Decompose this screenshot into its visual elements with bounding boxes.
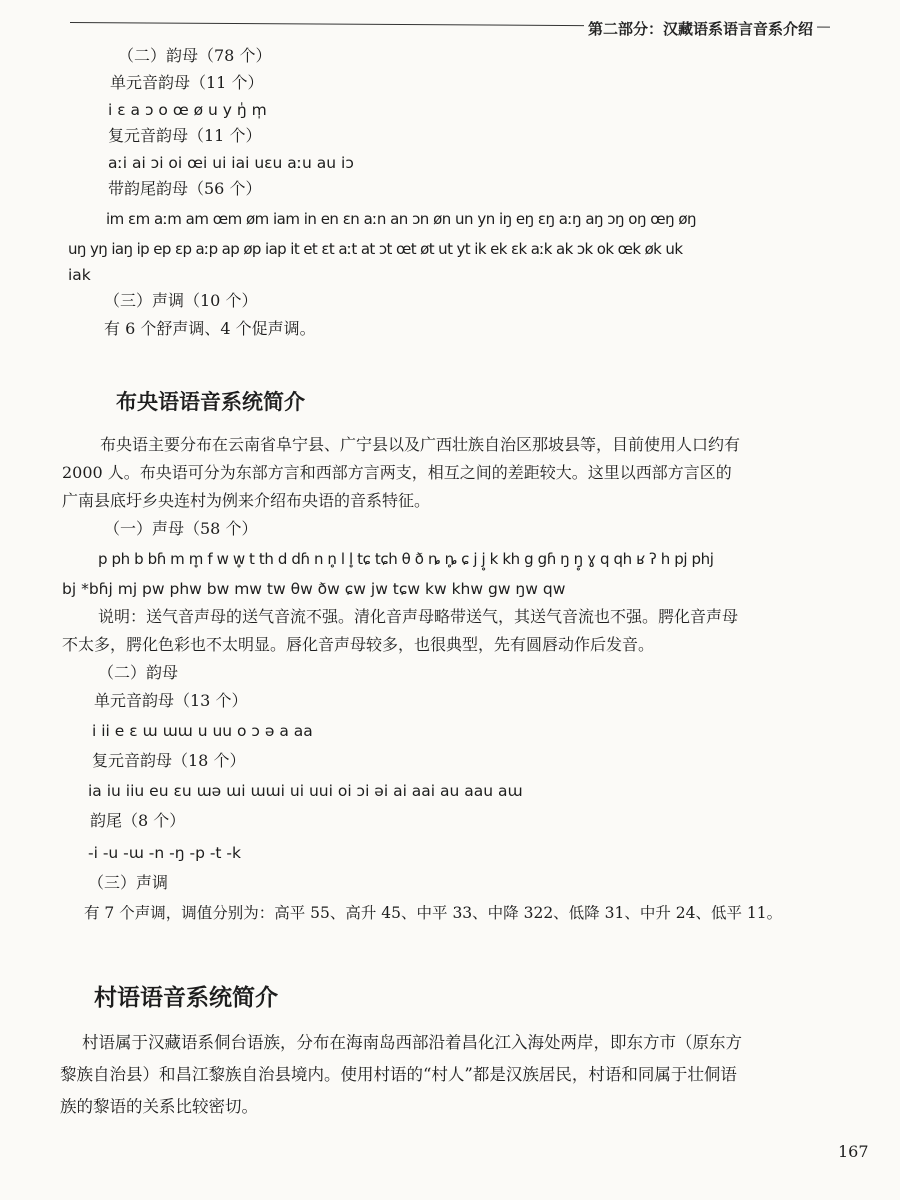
coda-finals-heading: 带韵尾韵母（56 个） — [108, 179, 262, 198]
finals-heading: （二）韵母（78 个） — [118, 46, 272, 65]
buyang-diphthong-list: ia iu iiu eu ɛu ɯə ɯi ɯɯi ui uui oi ɔi əi ai aai au aau aɯ — [88, 782, 523, 800]
monophthong-list: i ɛ a ɔ o œ ø u y ŋ̍ m̩ — [108, 101, 267, 119]
cun-section-title: 村语语音系统简介 — [94, 985, 278, 1011]
buyang-initials-heading: （一）声母（58 个） — [104, 519, 258, 538]
coda-finals-line-1: im ɛm aːm am œm øm iam in en ɛn aːn an ɔn øn un yn iŋ eŋ ɛŋ aːŋ aŋ ɔŋ oŋ œŋ øŋ — [106, 210, 697, 228]
tone-description: 有 6 个舒声调、4 个促声调。 — [104, 319, 316, 338]
buyang-initials-line-1: p ph b bɦ m m̥ f w w̥ t th d dɦ n n̥ l l̥ tɕ tɕh θ ð ȵ ȵ̥ ɕ j j̥ k kh g gɦ ŋ ŋ̥ ɣ q qh ʁ ʔ h pj phj — [98, 550, 714, 568]
buyang-coda-heading: 韵尾（8 个） — [90, 811, 186, 830]
coda-finals-line-2: uŋ yŋ iaŋ ip ep ɛp aːp ap øp iap it et ɛt aːt at ɔt œt øt ut yt ik ek ɛk aːk ak ɔk ok œk øk uk — [68, 240, 683, 258]
buyang-intro-line-3: 广南县底圩乡央连村为例来介绍布央语的音系特征。 — [62, 491, 431, 510]
cun-intro-line-1: 村语属于汉藏语系侗台语族，分布在海南岛西部沿着昌化江入海处两岸，即东方市（原东方 — [82, 1033, 742, 1052]
buyang-coda-list: -i -u -ɯ -n -ŋ -p -t -k — [88, 844, 242, 862]
buyang-initials-line-2: bj *bɦj mj pw phw bw mw tw θw ðw ɕw jw tɕw kw khw gw ŋw qw — [62, 580, 566, 598]
buyang-note-line-2: 不太多，腭化色彩也不太明显。唇化音声母较多，也很典型，先有圆唇动作后发音。 — [62, 635, 655, 654]
buyang-finals-heading: （二）韵母 — [98, 663, 179, 682]
buyang-intro-line-1: 布央语主要分布在云南省阜宁县、广宁县以及广西壮族自治区那坡县等，目前使用人口约有 — [100, 435, 741, 454]
diphthong-heading: 复元音韵母（11 个） — [108, 126, 262, 145]
page-number: 167 — [838, 1142, 869, 1161]
buyang-monophthong-heading: 单元音韵母（13 个） — [94, 691, 248, 710]
buyang-section-title: 布央语语音系统简介 — [116, 390, 305, 414]
diphthong-list: aːi ai ɔi oi œi ui iai uɛu aːu au iɔ — [108, 154, 354, 172]
monophthong-heading: 单元音韵母（11 个） — [110, 73, 264, 92]
tone-heading: （三）声调（10 个） — [104, 291, 258, 310]
cun-intro-line-3: 族的黎语的关系比较密切。 — [60, 1097, 258, 1116]
buyang-note-line-1: 说明：送气音声母的送气音流不强。清化音声母略带送气，其送气音流也不强。腭化音声母 — [98, 607, 739, 626]
buyang-tone-heading: （三）声调 — [88, 873, 169, 892]
buyang-intro-line-2: 2000 人。布央语可分为东部方言和西部方言两支，相互之间的差距较大。这里以西部方言区的 — [62, 463, 732, 482]
cun-intro-line-2: 黎族自治县）和昌江黎族自治县境内。使用村语的“村人”都是汉族居民，村语和同属于壮侗语 — [60, 1065, 737, 1084]
buyang-monophthong-list: i ii e ɛ ɯ ɯɯ u uu o ɔ ə a aa — [92, 722, 313, 740]
coda-finals-line-3: iak — [68, 266, 91, 284]
running-header: 第二部分：汉藏语系语言音系介绍 — [584, 18, 817, 39]
buyang-tone-description: 有 7 个声调，调值分别为：高平 55、高升 45、中平 33、中降 322、低降 31、中升 24、低平 11。 — [84, 904, 783, 922]
buyang-diphthong-heading: 复元音韵母（18 个） — [92, 751, 246, 770]
